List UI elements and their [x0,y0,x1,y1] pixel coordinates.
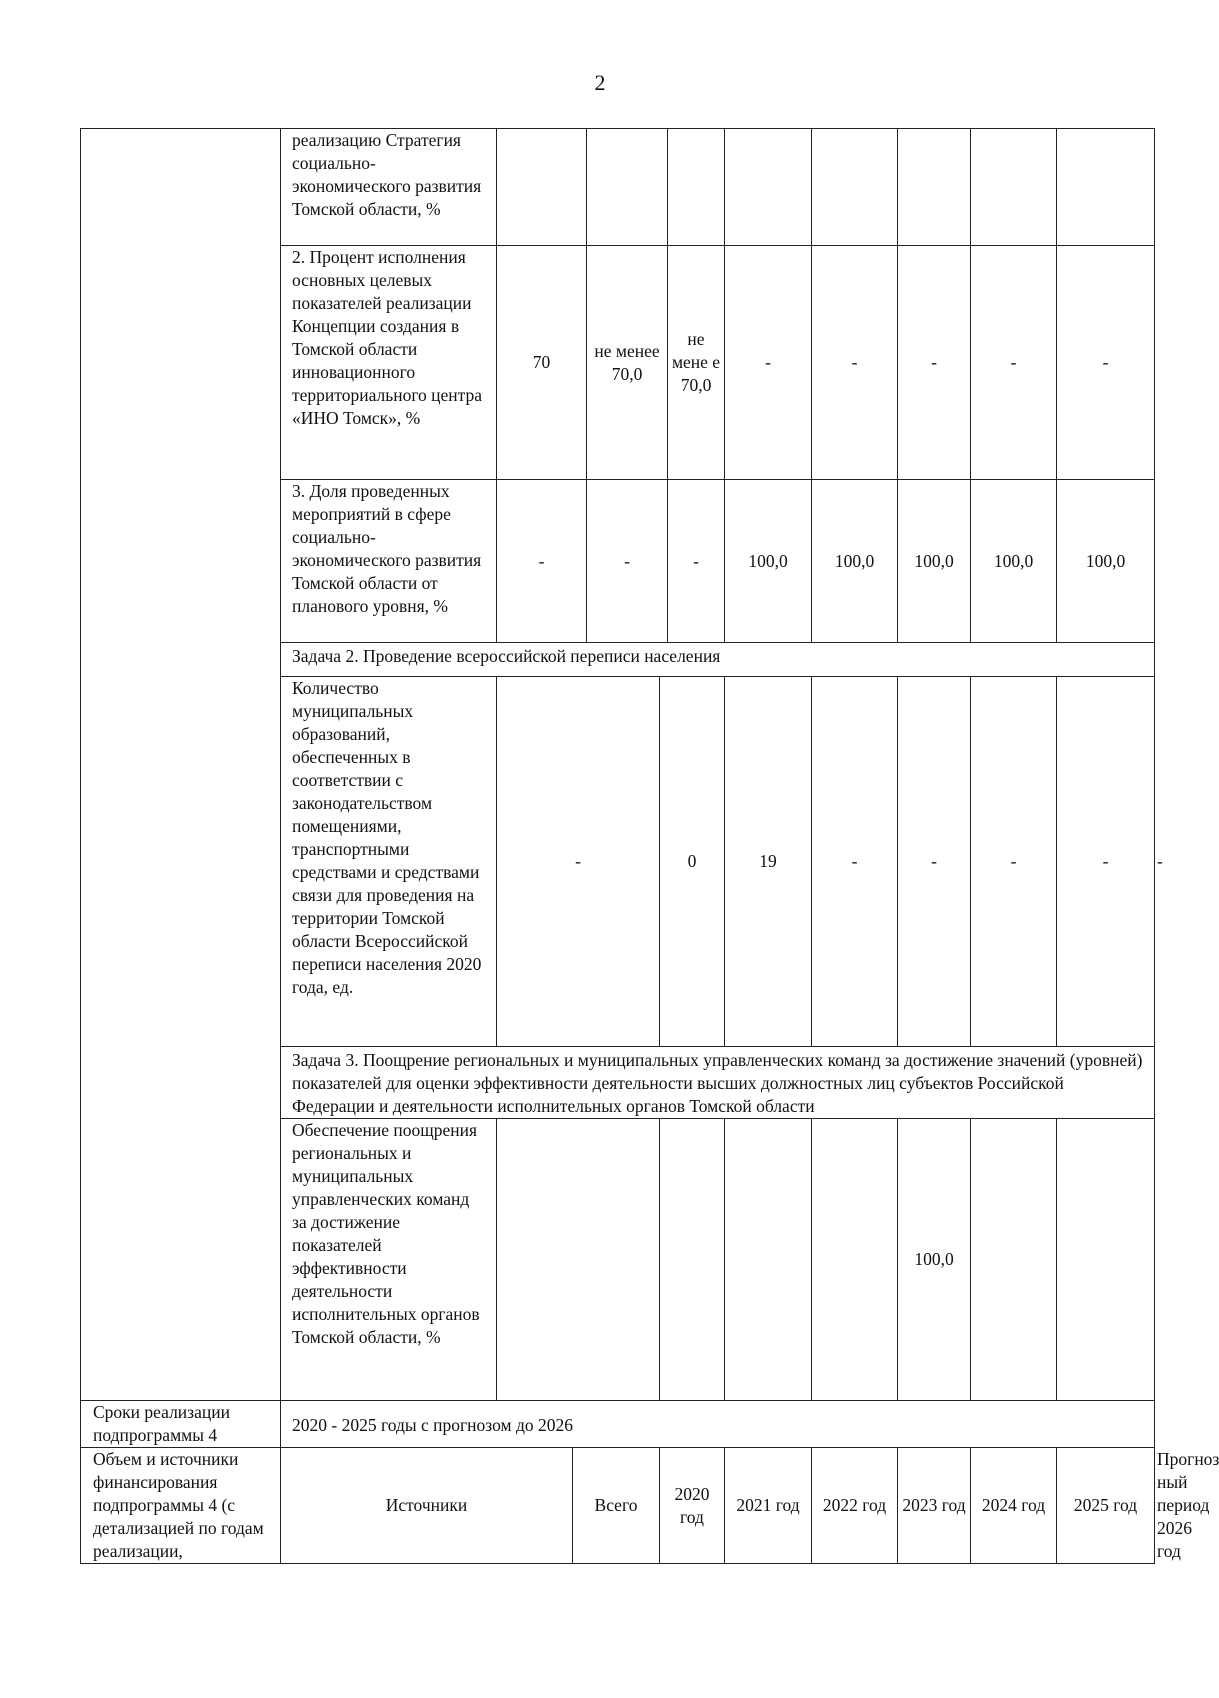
value-cell [971,1119,1057,1401]
financing-label: Объем и источники финансирования подпрограммы 4 (с детализацией по годам реализации, [81,1448,281,1564]
value-cell: 100,0 [812,480,898,643]
value-cell: - [668,480,725,643]
passport-table [80,128,1219,1564]
value-cell [971,129,1057,246]
value-cell: - [497,480,587,643]
value-cell [497,1119,660,1401]
task-3-heading: Задача 3. Поощрение региональных и муниципальных управленческих команд за достижение значений (уровней) показателей для оценки эффективности деятельности высших должностных лиц субъектов Российской Федерации и деятельности исполнительных органов Томской области [281,1047,1155,1119]
table-row-task-2-indicator: Количество муниципальных образований, обеспеченных в соответствии с законодательством помещениями, транспортными средствами и средствами связи для проведения на территории Томской области Всероссийской переписи населения 2020 года, ед. - 0 19 - - - - - [81,677,1155,1047]
value-cell-2023: 100,0 [898,1119,971,1401]
left-column-empty [81,129,281,1401]
value-cell [725,129,812,246]
value-cell [1057,1119,1155,1401]
indicator-cell: 3. Доля проведенных мероприятий в сфере социально-экономического развития Томской области от планового уровня, % [281,480,497,643]
value-cell [812,1119,898,1401]
table-row-terms [81,1401,1155,1448]
value-cell: 100,0 [725,480,812,643]
value-cell: - [1057,246,1155,480]
header-2024: 2024 год [971,1448,1057,1564]
value-cell: 19 [725,677,812,1047]
value-cell [725,1119,812,1401]
value-cell: не мене е 70,0 [668,246,725,480]
header-2025: 2025 год [1057,1448,1155,1564]
value-cell: 0 [660,677,725,1047]
value-cell: - [725,246,812,480]
value-cell: - [497,677,660,1047]
value-cell [1057,129,1155,246]
value-cell [587,129,668,246]
value-cell: 100,0 [1057,480,1155,643]
header-2022: 2022 год [812,1448,898,1564]
value-cell [660,1119,725,1401]
header-2023: 2023 год [898,1448,971,1564]
value-cell: - [1057,677,1155,1047]
value-cell: - [812,246,898,480]
indicator-cell: Количество муниципальных образований, обеспеченных в соответствии с законодательством помещениями, транспортными средствами и средствами связи для проведения на территории Томской области Всероссийской переписи населения 2020 года, ед. [281,677,497,1047]
header-total: Всего [573,1448,660,1564]
terms-value: 2020 - 2025 годы с прогнозом до 2026 [281,1401,1155,1448]
value-cell [898,129,971,246]
value-cell: 100,0 [898,480,971,643]
indicator-cell: 2. Процент исполнения основных целевых показателей реализации Концепции создания в Томской области инновационного территориального центра «ИНО Томск», % [281,246,497,480]
value-cell: - [971,677,1057,1047]
task-2-heading: Задача 2. Проведение всероссийской переписи населения [281,643,1155,677]
value-cell: 100,0 [971,480,1057,643]
header-2021: 2021 год [725,1448,812,1564]
indicator-cell: реализацию Стратегия социально-экономического развития Томской области, % [281,129,497,246]
value-cell: - [898,246,971,480]
value-cell: 70 [497,246,587,480]
page-number: 2 [594,70,606,95]
value-cell [497,129,587,246]
header-sources: Источники [281,1448,573,1564]
value-cell: - [971,246,1057,480]
value-cell: - [898,677,971,1047]
terms-label: Сроки реализации подпрограммы 4 [81,1401,281,1448]
table-row-financing-header: Объем и источники финансирования подпрограммы 4 (с детализацией по годам реализации, Источники Всего 2020 год 2021 год 2022 год 2023 год 2024 год 2025 год Прогноз ный период 2026 год [81,1448,1155,1564]
value-cell: - [587,480,668,643]
value-cell [812,129,898,246]
indicator-cell: Обеспечение поощрения региональных и муниципальных управленческих команд за достижение показателей эффективности деятельности исполнительных органов Томской области, % [281,1119,497,1401]
value-cell [668,129,725,246]
header-2020: 2020 год [660,1448,725,1564]
table-row-continuation [81,129,1155,246]
value-cell: - [812,677,898,1047]
value-cell: не менее 70,0 [587,246,668,480]
